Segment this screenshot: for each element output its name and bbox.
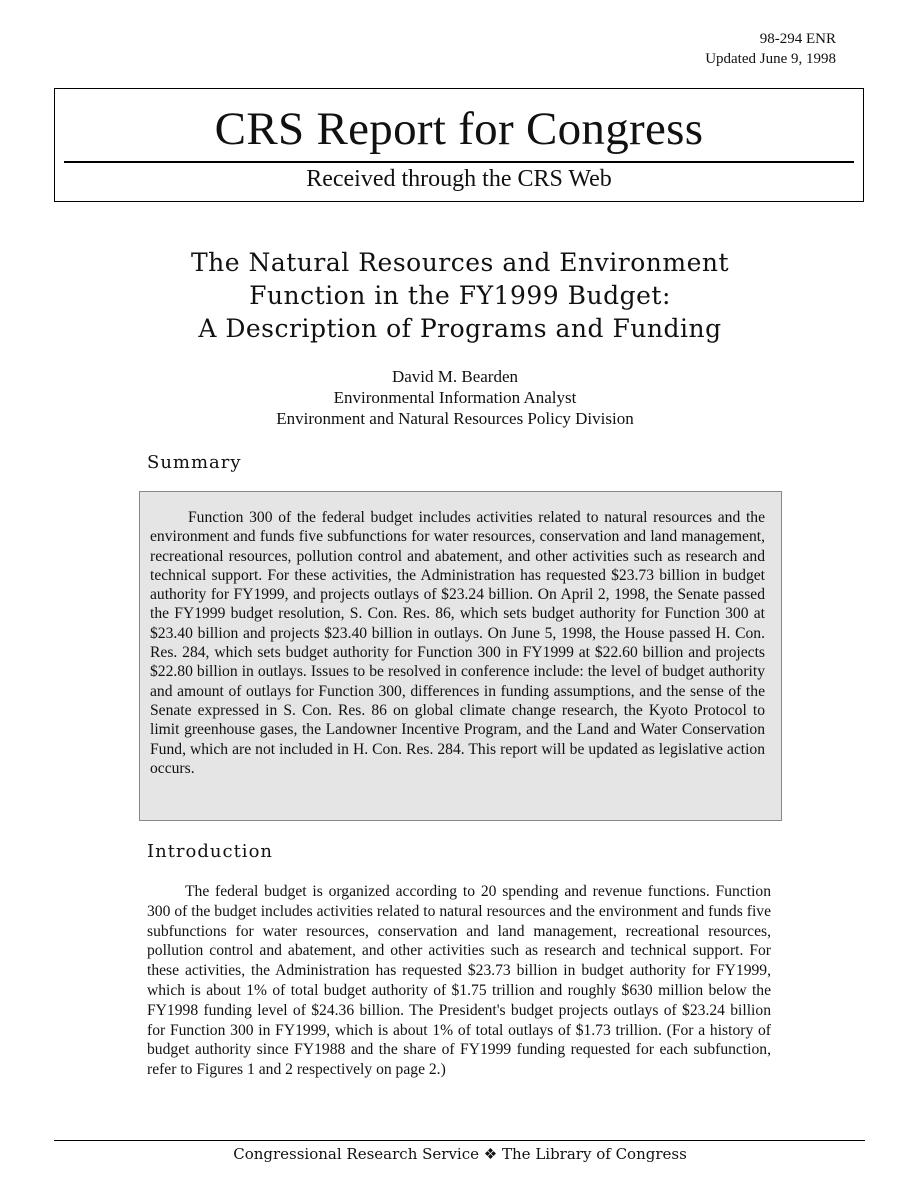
diamond-icon: ❖ bbox=[483, 1145, 498, 1163]
footer-publisher: Congressional Research Service bbox=[233, 1145, 479, 1163]
report-series-subtitle: Received through the CRS Web bbox=[306, 166, 612, 192]
footer-library: The Library of Congress bbox=[502, 1145, 687, 1163]
introduction-heading: Introduction bbox=[147, 841, 273, 862]
summary-text: Function 300 of the federal budget includes activities related to natural resources and the environment and funds five subfunctions for water resources, conservation and land management, recreational resources, pollution control and abatement, and other activities such as research and technical support. For these activities, the Administration has requested $23.73 billion in budget authority for FY1999, and projects outlays of $23.24 billion. On April 2, 1998, the Senate passed the FY1999 budget resolution, S. Con. Res. 86, which sets budget authority for Function 300 at $23.40 billion and projects $23.40 billion in outlays. On June 5, 1998, the House passed H. Con. Res. 284, which sets budget authority for Function 300 in FY1999 at $22.60 billion and projects $22.80 billion in outlays. Issues to be resolved in conference include: the level of budget authority and amount of outlays for Function 300, differences in funding assumptions, and the sense of the Senate expressed in S. Con. Res. 86 on global climate change research, the Kyoto Protocol to limit greenhouse gases, the Landowner Incentive Program, and the Land and Water Conservation Fund, which are not included in H. Con. Res. 284. This report will be updated as legislative action occurs. bbox=[150, 509, 765, 777]
title-line: The Natural Resources and Environment bbox=[190, 248, 730, 277]
header-rule bbox=[64, 161, 854, 163]
summary-box bbox=[139, 491, 782, 821]
document-title bbox=[100, 246, 820, 345]
author-name: David M. Bearden bbox=[391, 367, 519, 386]
document-number-block bbox=[705, 29, 836, 69]
title-line: A Description of Programs and Funding bbox=[198, 314, 722, 343]
author-block bbox=[100, 366, 810, 429]
footer-rule bbox=[54, 1140, 865, 1141]
report-series-title: CRS Report for Congress bbox=[214, 103, 704, 155]
author-position: Environmental Information Analyst bbox=[333, 388, 577, 407]
report-header-box bbox=[54, 88, 864, 202]
title-line: Function in the FY1999 Budget: bbox=[249, 281, 671, 310]
page-footer bbox=[0, 1145, 920, 1163]
report-code: 98-294 ENR bbox=[759, 31, 836, 47]
updated-date: Updated June 9, 1998 bbox=[705, 51, 836, 67]
author-division: Environment and Natural Resources Policy Division bbox=[276, 409, 634, 428]
summary-heading: Summary bbox=[147, 452, 242, 473]
introduction-text: The federal budget is organized according to 20 spending and revenue functions. Function 300 of the budget includes activities related to natural resources and the environment and funds five subfunctions for water resources, conservation and land management, recreational resources, pollution control and abatement, and other activities such as research and technical support. For these activities, the Administration has requested $23.73 billion in budget authority for FY1999, which is about 1% of total budget authority of $1.75 trillion and roughly $630 million below the FY1998 funding level of $24.36 billion. The President's budget projects outlays of $23.24 billion for Function 300 in FY1999, which is about 1% of total outlays of $1.73 trillion. (For a history of budget authority since FY1988 and the share of FY1999 funding requested for each subfunction, refer to Figures 1 and 2 respectively on page 2.) bbox=[147, 883, 771, 1079]
